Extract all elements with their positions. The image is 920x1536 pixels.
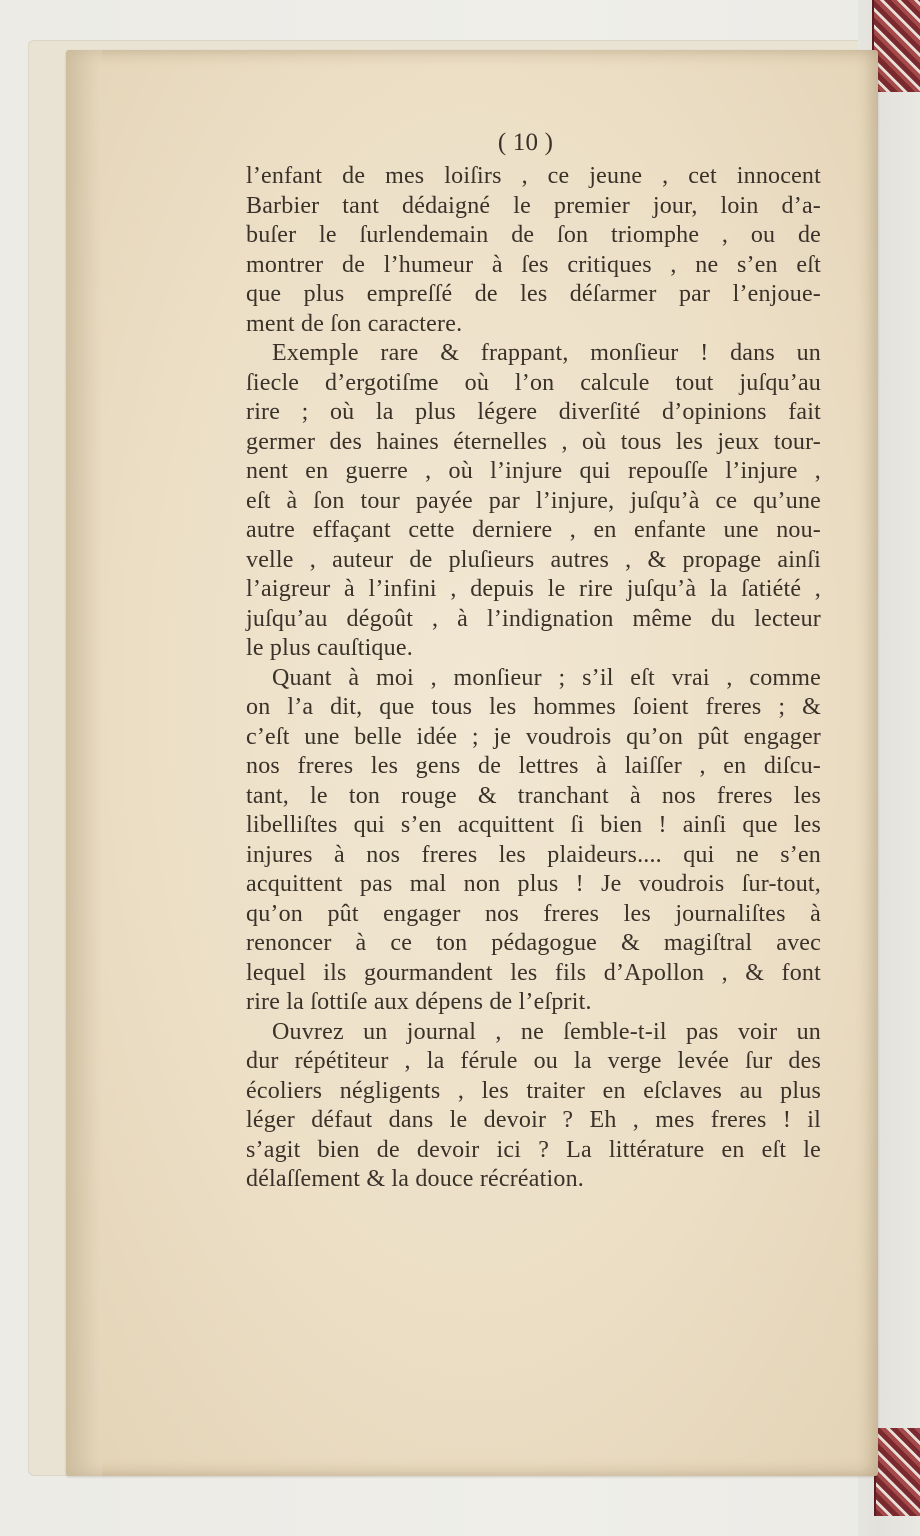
text-line: dur répétiteur , la férule ou la verge levée ſur des xyxy=(246,1048,821,1074)
text-line: libelliſtes qui s’en acquittent ſi bien ! ainſi que les xyxy=(246,812,821,838)
text-line: l’enfant de mes loiſirs , ce jeune , cet innocent xyxy=(246,163,821,189)
page-gutter-shadow xyxy=(66,50,102,1476)
text-line: qu’on pût engager nos freres les journaliſtes à xyxy=(246,900,821,927)
text-line: nent en guerre , où l’injure qui repouſſe l’injure , xyxy=(246,458,821,484)
text-line: l’aigreur à l’infini , depuis le rire juſqu’à la ſatiété , xyxy=(246,576,821,602)
text-line: Barbier tant dédaigné le premier jour, loin d’a- xyxy=(246,192,821,219)
text-line: écoliers négligents , les traiter en eſclaves au plus xyxy=(246,1077,821,1104)
text-line: buſer le ſurlendemain de ſon triomphe , ou de xyxy=(246,222,821,248)
text-line: juſqu’au dégoût , à l’indignation même du lecteur xyxy=(246,605,821,632)
text-line: rire la ſottiſe aux dépens de l’eſprit. xyxy=(246,989,592,1015)
text-line: eſt à ſon tour payée par l’injure, juſqu’à ce qu’une xyxy=(246,487,821,514)
page-text xyxy=(246,128,821,1195)
text-line: ſiecle d’ergotiſme où l’on calcule tout juſqu’au xyxy=(246,369,821,396)
text-line: renoncer à ce ton pédagogue & magiſtral avec xyxy=(246,930,821,956)
bookmark-ribbon-bottom xyxy=(874,1428,920,1516)
text-line: nos freres les gens de lettres à laiſſer , en diſcu- xyxy=(246,753,821,779)
text-line: tant, le ton rouge & tranchant à nos freres les xyxy=(246,782,821,809)
text-line: délaſſement & la douce récréation. xyxy=(246,1166,584,1192)
text-line: c’eſt une belle idée ; je voudrois qu’on pût engager xyxy=(246,723,821,750)
text-lines xyxy=(246,162,821,1195)
text-line: Quant à moi , monſieur ; s’il eſt vrai , comme xyxy=(272,664,821,691)
page-number: ( 10 ) xyxy=(497,129,554,156)
text-line: on l’a dit, que tous les hommes ſoient freres ; & xyxy=(246,694,821,720)
text-line: injures à nos freres les plaideurs.... qui ne s’en xyxy=(246,841,821,868)
text-line: rire ; où la plus légere diverſité d’opinions fait xyxy=(246,399,821,425)
text-line: Ouvrez un journal , ne ſemble-t-il pas voir un xyxy=(272,1018,821,1045)
text-line: que plus empreſſé de les déſarmer par l’enjoue- xyxy=(246,281,821,307)
text-line: germer des haines éternelles , où tous les jeux tour- xyxy=(246,428,821,455)
text-line: lequel ils gourmandent les fils d’Apollon , & font xyxy=(246,959,821,986)
text-line: acquittent pas mal non plus ! Je voudrois ſur-tout, xyxy=(246,871,821,897)
text-line: Exemple rare & frappant, monſieur ! dans un xyxy=(272,340,821,366)
text-line: s’agit bien de devoir ici ? La littérature en eſt le xyxy=(246,1136,821,1163)
text-line: velle , auteur de pluſieurs autres , & propage ainſi xyxy=(246,546,821,573)
text-line: montrer de l’humeur à ſes critiques , ne s’en eſt xyxy=(246,251,821,278)
text-line: autre effaçant cette derniere , en enfante une nou- xyxy=(246,517,821,543)
text-line: ment de ſon caractere. xyxy=(246,310,463,337)
text-line: léger défaut dans le devoir ? Eh , mes freres ! il xyxy=(246,1107,821,1133)
bookmark-ribbon-top xyxy=(872,0,920,92)
text-line: le plus cauſtique. xyxy=(246,635,413,661)
